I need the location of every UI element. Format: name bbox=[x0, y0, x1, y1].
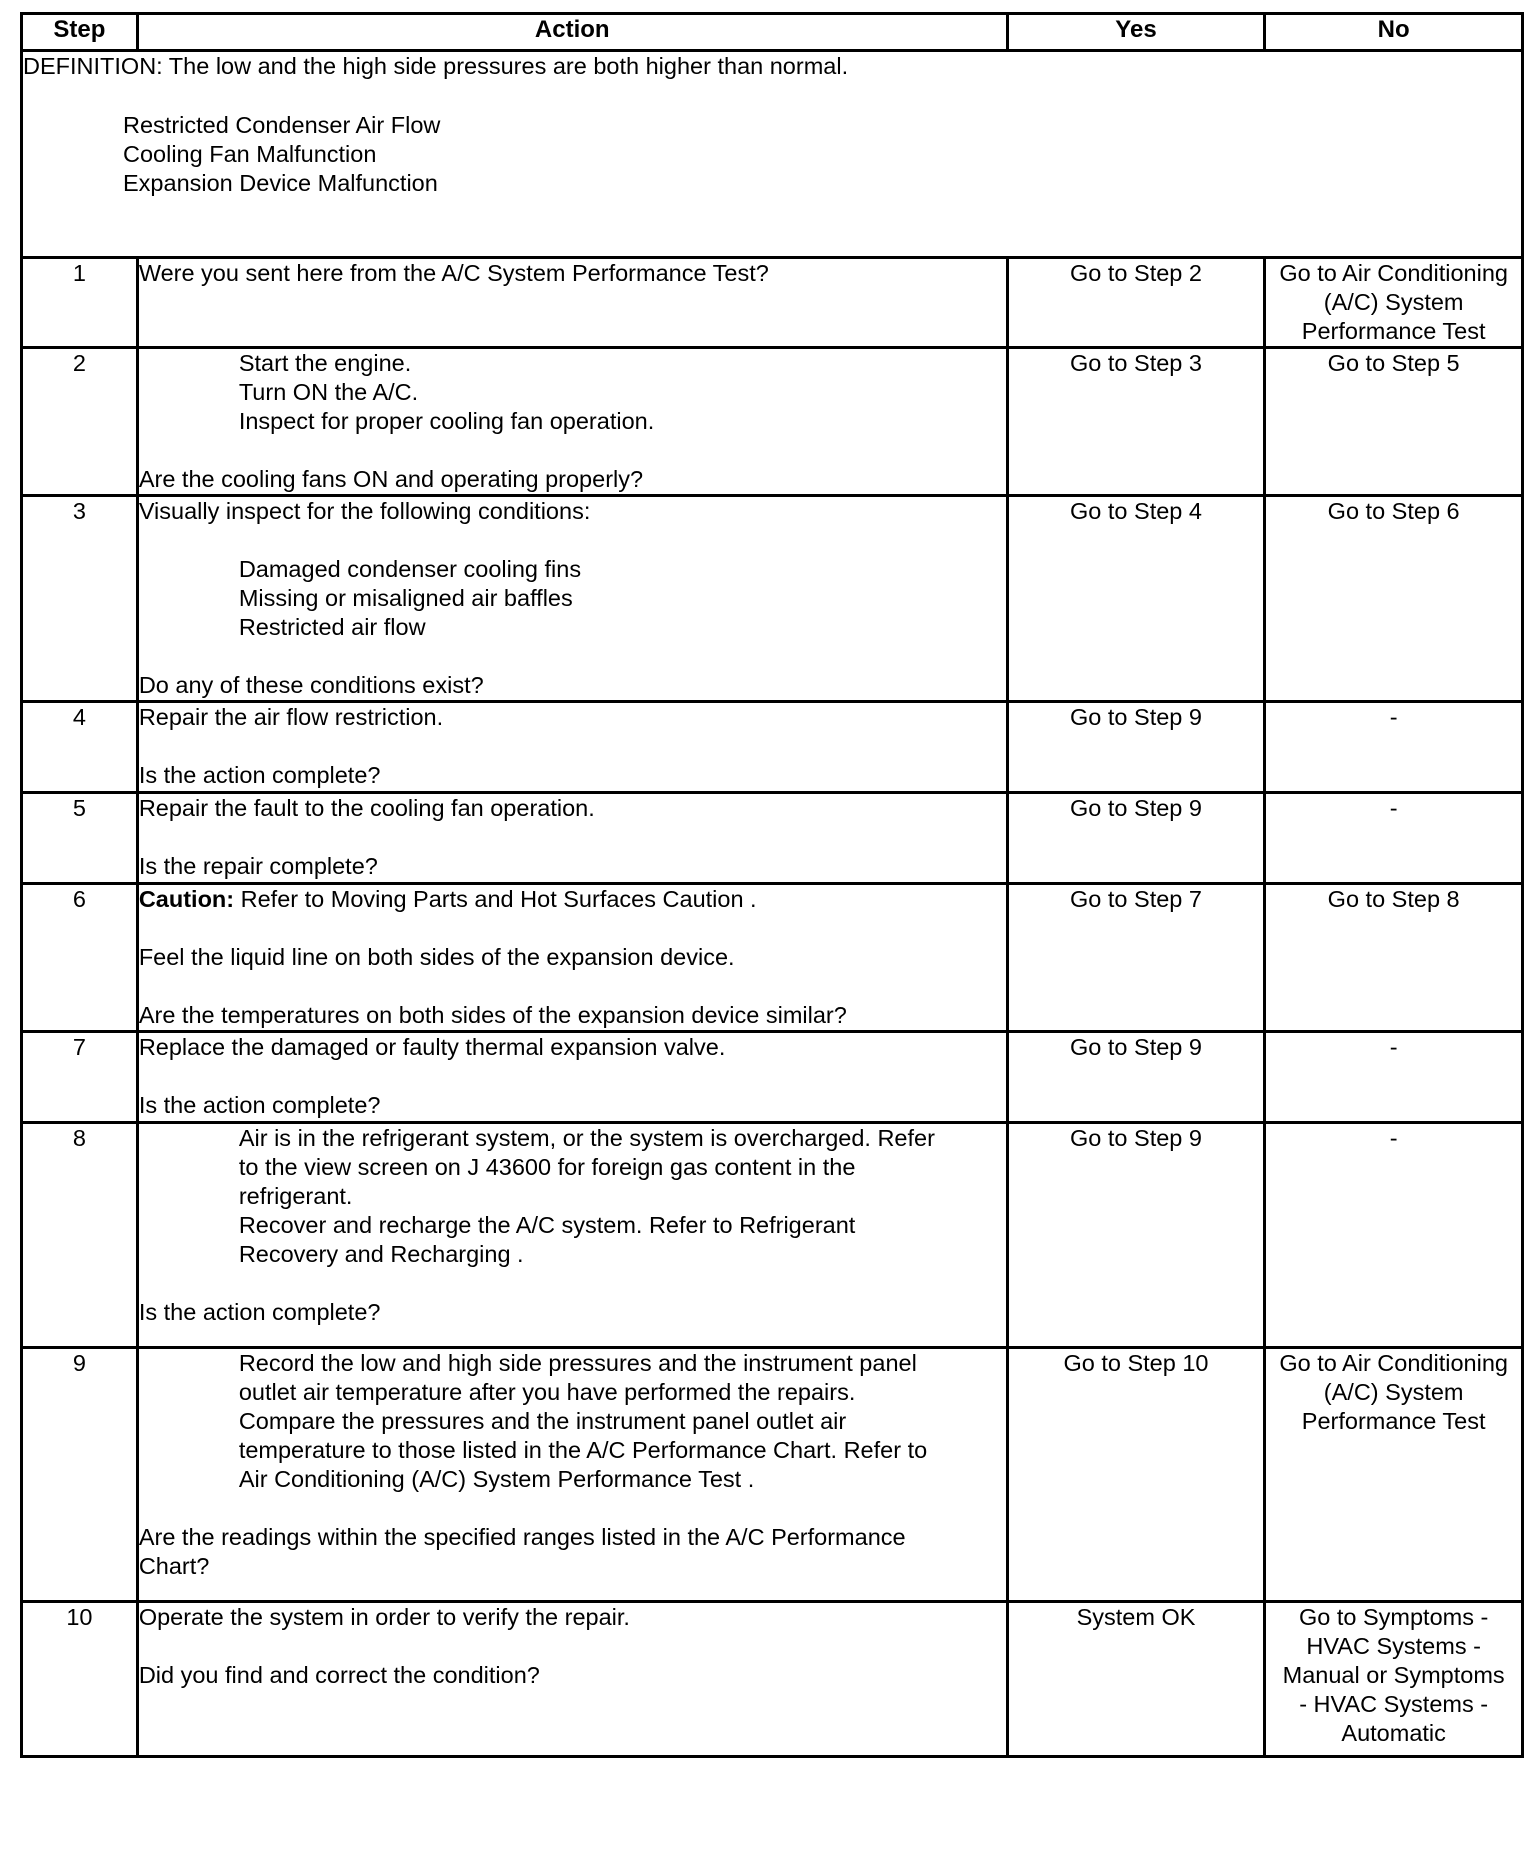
no-result: - bbox=[1265, 793, 1523, 884]
action-cell bbox=[137, 258, 1007, 348]
no-result: - bbox=[1265, 702, 1523, 793]
action-question: Are the cooling fans ON and operating properly? bbox=[138, 466, 644, 492]
no-result: Go to Step 6 bbox=[1265, 496, 1523, 702]
action-cell bbox=[137, 1123, 1007, 1348]
no-result bbox=[1265, 1602, 1523, 1757]
cause-item: Expansion Device Malfunction bbox=[123, 170, 438, 196]
step-number: 6 bbox=[22, 884, 138, 1032]
yes-result: Go to Step 2 bbox=[1007, 258, 1265, 348]
header-row bbox=[22, 14, 1523, 51]
no-result-line: Automatic bbox=[1341, 1720, 1446, 1746]
action-item-line: Recover and recharge the A/C system. Refer to Refrigerant bbox=[238, 1212, 856, 1238]
action-item-line: refrigerant. bbox=[238, 1183, 353, 1209]
header-yes: Yes bbox=[1007, 14, 1265, 51]
step-number: 5 bbox=[22, 793, 138, 884]
action-item: Restricted air flow bbox=[238, 614, 426, 640]
definition-text: DEFINITION: The low and the high side pressures are both higher than normal. bbox=[23, 53, 849, 79]
no-result: - bbox=[1265, 1032, 1523, 1123]
action-prompt: Feel the liquid line on both sides of the expansion device. bbox=[138, 944, 735, 970]
no-result bbox=[1265, 258, 1523, 348]
action-prompt: Replace the damaged or faulty thermal expansion valve. bbox=[138, 1034, 726, 1060]
action-cell bbox=[137, 348, 1007, 496]
action-prompt: Were you sent here from the A/C System Performance Test? bbox=[138, 260, 769, 286]
yes-result: Go to Step 9 bbox=[1007, 1032, 1265, 1123]
no-result-line: Go to Air Conditioning bbox=[1279, 260, 1508, 286]
action-question: Is the action complete? bbox=[138, 762, 381, 788]
step-number: 10 bbox=[22, 1602, 138, 1757]
action-question-line: Chart? bbox=[138, 1553, 210, 1579]
step-number: 8 bbox=[22, 1123, 138, 1348]
action-item: Missing or misaligned air baffles bbox=[238, 585, 573, 611]
no-result: Go to Step 8 bbox=[1265, 884, 1523, 1032]
yes-result: Go to Step 9 bbox=[1007, 1123, 1265, 1348]
step-number: 9 bbox=[22, 1348, 138, 1602]
definition-row bbox=[22, 51, 1523, 258]
cause-item: Restricted Condenser Air Flow bbox=[123, 112, 441, 138]
caution-label: Caution: bbox=[138, 886, 235, 912]
definition-causes bbox=[123, 111, 1521, 198]
action-question-line: Are the readings within the specified ranges listed in the A/C Performance bbox=[138, 1524, 906, 1550]
yes-result: Go to Step 10 bbox=[1007, 1348, 1265, 1602]
cause-item: Cooling Fan Malfunction bbox=[123, 141, 377, 167]
action-question: Did you find and correct the condition? bbox=[138, 1662, 540, 1688]
action-prompt: Visually inspect for the following conditions: bbox=[138, 498, 591, 524]
action-cell bbox=[137, 496, 1007, 702]
header-action: Action bbox=[137, 14, 1007, 51]
no-result-line: Go to Symptoms - bbox=[1298, 1604, 1489, 1630]
no-result-line: Performance Test bbox=[1301, 1408, 1486, 1434]
no-result: - bbox=[1265, 1123, 1523, 1348]
action-question: Are the temperatures on both sides of the expansion device similar? bbox=[138, 1002, 847, 1028]
no-result-line: Performance Test bbox=[1301, 318, 1486, 344]
table-row bbox=[22, 258, 1523, 348]
table-row bbox=[22, 1032, 1523, 1123]
table-row bbox=[22, 496, 1523, 702]
table-row bbox=[22, 1348, 1523, 1602]
action-question: Is the action complete? bbox=[138, 1299, 381, 1325]
step-number: 1 bbox=[22, 258, 138, 348]
diagnostic-page bbox=[20, 12, 1524, 1758]
caution-text: Refer to Moving Parts and Hot Surfaces Caution . bbox=[234, 886, 757, 912]
yes-result: Go to Step 4 bbox=[1007, 496, 1265, 702]
action-cell bbox=[137, 793, 1007, 884]
table-row bbox=[22, 348, 1523, 496]
action-cell bbox=[137, 702, 1007, 793]
step-number: 7 bbox=[22, 1032, 138, 1123]
action-item-line: Air Conditioning (A/C) System Performance Test . bbox=[238, 1466, 755, 1492]
no-result-line: Manual or Symptoms bbox=[1282, 1662, 1505, 1688]
table-row bbox=[22, 702, 1523, 793]
header-step: Step bbox=[22, 14, 138, 51]
no-result bbox=[1265, 1348, 1523, 1602]
action-item-line: Compare the pressures and the instrument panel outlet air bbox=[238, 1408, 847, 1434]
action-item: Start the engine. bbox=[238, 350, 412, 376]
action-cell bbox=[137, 1602, 1007, 1757]
no-result: Go to Step 5 bbox=[1265, 348, 1523, 496]
action-prompt: Operate the system in order to verify the repair. bbox=[138, 1604, 630, 1630]
yes-result: Go to Step 7 bbox=[1007, 884, 1265, 1032]
action-cell bbox=[137, 1348, 1007, 1602]
step-number: 4 bbox=[22, 702, 138, 793]
no-result-line: (A/C) System bbox=[1323, 1379, 1464, 1405]
header-no: No bbox=[1265, 14, 1523, 51]
action-item-line: Air is in the refrigerant system, or the system is overcharged. Refer bbox=[238, 1125, 935, 1151]
step-number: 3 bbox=[22, 496, 138, 702]
action-item-line: to the view screen on J 43600 for foreign gas content in the bbox=[238, 1154, 856, 1180]
table-row bbox=[22, 884, 1523, 1032]
table-row bbox=[22, 793, 1523, 884]
definition-cell bbox=[22, 51, 1523, 258]
table-row bbox=[22, 1602, 1523, 1757]
diagnostic-table bbox=[20, 12, 1524, 1758]
action-cell bbox=[137, 1032, 1007, 1123]
action-item: Damaged condenser cooling fins bbox=[238, 556, 582, 582]
action-item-line: Recovery and Recharging . bbox=[238, 1241, 524, 1267]
action-item-line: outlet air temperature after you have performed the repairs. bbox=[238, 1379, 856, 1405]
action-cell bbox=[137, 884, 1007, 1032]
action-question: Is the repair complete? bbox=[138, 853, 378, 879]
yes-result: Go to Step 3 bbox=[1007, 348, 1265, 496]
no-result-line: Go to Air Conditioning bbox=[1279, 1350, 1508, 1376]
action-item-line: temperature to those listed in the A/C Performance Chart. Refer to bbox=[238, 1437, 928, 1463]
action-item: Inspect for proper cooling fan operation. bbox=[238, 408, 655, 434]
action-prompt: Repair the air flow restriction. bbox=[138, 704, 444, 730]
no-result-line: - HVAC Systems - bbox=[1299, 1691, 1489, 1717]
action-question: Is the action complete? bbox=[138, 1092, 381, 1118]
table-row bbox=[22, 1123, 1523, 1348]
no-result-line: (A/C) System bbox=[1323, 289, 1464, 315]
yes-result: Go to Step 9 bbox=[1007, 702, 1265, 793]
no-result-line: HVAC Systems - bbox=[1306, 1633, 1481, 1659]
step-number: 2 bbox=[22, 348, 138, 496]
yes-result: Go to Step 9 bbox=[1007, 793, 1265, 884]
action-prompt: Repair the fault to the cooling fan operation. bbox=[138, 795, 595, 821]
action-item-line: Record the low and high side pressures and the instrument panel bbox=[238, 1350, 917, 1376]
action-question: Do any of these conditions exist? bbox=[138, 672, 484, 698]
yes-result: System OK bbox=[1007, 1602, 1265, 1757]
action-item: Turn ON the A/C. bbox=[238, 379, 419, 405]
caution-line bbox=[139, 885, 1006, 914]
